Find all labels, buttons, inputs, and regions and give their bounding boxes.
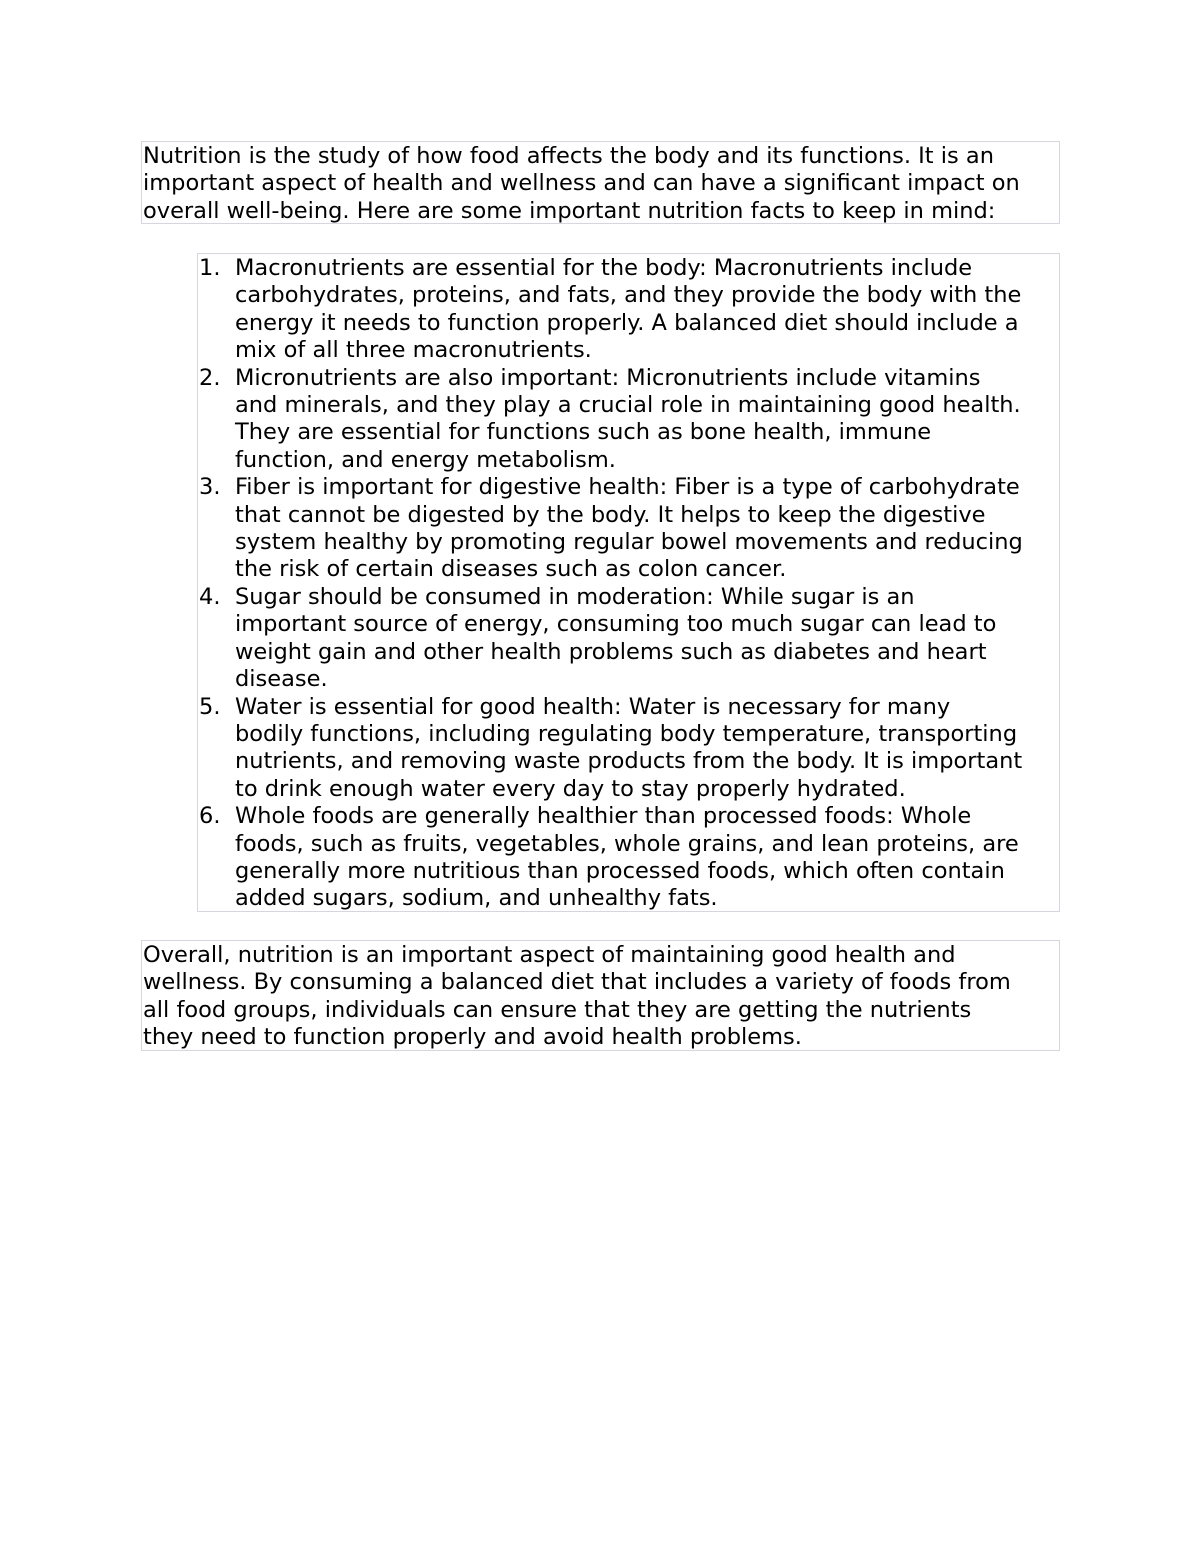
intro-line: Nutrition is the study of how food affects the body and its functions. It is an	[143, 143, 994, 169]
list-item-line: that cannot be digested by the body. It helps to keep the digestive	[235, 501, 986, 528]
intro-line: overall well-being. Here are some important nutrition facts to keep in mind:	[143, 197, 996, 224]
list-item-line: nutrients, and removing waste products from the body. It is important	[235, 748, 1023, 775]
conclusion-line: all food groups, individuals can ensure that they are getting the nutrients	[143, 996, 972, 1023]
conclusion-line: they need to function properly and avoid health problems.	[143, 1024, 802, 1051]
list-item-line: Sugar should be consumed in moderation: While sugar is an	[235, 583, 915, 610]
list-item-number: 5.	[199, 693, 221, 720]
list-item	[198, 365, 1059, 475]
list-item	[198, 584, 1059, 694]
list-item-line: They are essential for functions such as bone health, immune	[235, 419, 932, 446]
list-item-line: function, and energy metabolism.	[235, 446, 616, 473]
list-item-line: important source of energy, consuming too much sugar can lead to	[235, 611, 997, 638]
list-item-number: 6.	[199, 803, 221, 830]
list-item-line: and minerals, and they play a crucial role in maintaining good health.	[235, 392, 1021, 419]
list-item-line: foods, such as fruits, vegetables, whole grains, and lean proteins, are	[235, 830, 1019, 857]
list-item-line: Macronutrients are essential for the body: Macronutrients include	[235, 255, 973, 281]
list-item-line: added sugars, sodium, and unhealthy fats.	[235, 885, 718, 912]
list-item-line: disease.	[235, 666, 328, 693]
list-item-line: Micronutrients are also important: Micronutrients include vitamins	[235, 364, 981, 391]
list-item	[198, 803, 1059, 913]
conclusion-line: wellness. By consuming a balanced diet that includes a variety of foods from	[143, 969, 1011, 996]
conclusion-paragraph	[141, 940, 1060, 1051]
list-item-number: 2.	[199, 364, 221, 391]
list-item-line: to drink enough water every day to stay properly hydrated.	[235, 775, 906, 802]
list-item-number: 4.	[199, 583, 221, 610]
list-item-number: 3.	[199, 474, 221, 501]
intro-line: important aspect of health and wellness and can have a significant impact on	[143, 170, 1020, 197]
conclusion-line: Overall, nutrition is an important aspect of maintaining good health and	[143, 942, 956, 968]
list-item-line: Whole foods are generally healthier than processed foods: Whole	[235, 803, 972, 830]
list-item-number: 1.	[199, 255, 221, 281]
list-item	[198, 255, 1059, 365]
list-item-line: the risk of certain diseases such as colon cancer.	[235, 556, 787, 583]
list-item-line: weight gain and other health problems such as diabetes and heart	[235, 638, 987, 665]
list-item-line: bodily functions, including regulating body temperature, transporting	[235, 720, 1018, 747]
list-item-line: system healthy by promoting regular bowel movements and reducing	[235, 529, 1023, 556]
list-item-line: generally more nutritious than processed foods, which often contain	[235, 857, 1005, 884]
list-item-line: Water is essential for good health: Water is necessary for many	[235, 693, 951, 720]
intro-paragraph	[141, 141, 1060, 224]
list-item-line: Fiber is important for digestive health: Fiber is a type of carbohydrate	[235, 474, 1020, 501]
list-item-line: mix of all three macronutrients.	[235, 337, 592, 364]
list-item-line: carbohydrates, proteins, and fats, and they provide the body with the	[235, 282, 1022, 309]
nutrition-facts-list	[197, 253, 1060, 912]
list-item-line: energy it needs to function properly. A balanced diet should include a	[235, 309, 1019, 336]
list-item	[198, 694, 1059, 804]
list-item	[198, 474, 1059, 584]
